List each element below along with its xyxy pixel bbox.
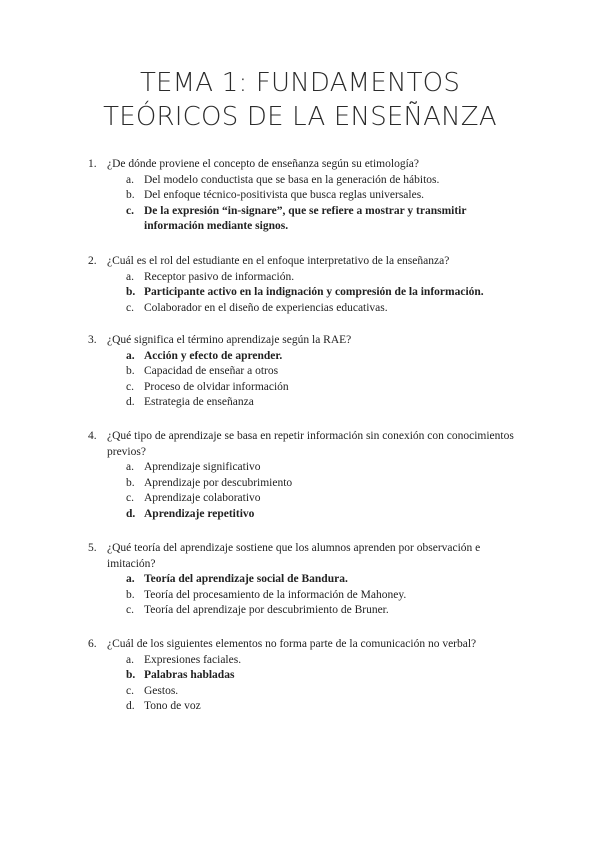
option-text: Aprendizaje colaborativo (144, 492, 261, 504)
option-a (88, 460, 518, 476)
option-letter: b. (126, 588, 135, 601)
option-letter: c. (126, 492, 134, 504)
option-text: Aprendizaje repetitivo (144, 507, 255, 520)
option-letter: c. (126, 380, 134, 393)
option-text: De la expresión “in-signare”, que se refiere a mostrar y transmitir información mediante signos. (144, 204, 467, 232)
option-text: Expresiones faciales. (144, 653, 242, 666)
option-text: Teoría del aprendizaje por descubrimiento de Bruner. (144, 604, 389, 616)
option-text: Capacidad de enseñar a otros (144, 365, 279, 377)
option-b-correct (88, 668, 518, 684)
option-letter: c. (126, 684, 134, 697)
options-list (88, 572, 518, 619)
option-letter: b. (126, 286, 136, 298)
option-b (88, 188, 518, 204)
option-text: Del modelo conductista que se basa en la generación de hábitos. (144, 173, 440, 186)
options-list (88, 460, 518, 522)
question-number: 2. (88, 255, 97, 267)
option-d (88, 395, 518, 411)
option-c-correct (88, 204, 518, 235)
option-c (88, 491, 518, 507)
option-letter: d. (126, 700, 135, 712)
question-text: ¿Cuál es el rol del estudiante en el enfoque interpretativo de la enseñanza? (107, 255, 450, 267)
option-letter: a. (126, 653, 134, 666)
option-a (88, 270, 518, 286)
option-c (88, 380, 518, 396)
option-text: Tono de voz (144, 700, 201, 712)
option-letter: b. (126, 669, 136, 681)
question-number: 5. (88, 542, 97, 554)
question-text: ¿Qué significa el término aprendizaje según la RAE? (107, 334, 352, 346)
option-letter: a. (126, 349, 135, 362)
question-2 (88, 254, 518, 316)
option-c (88, 603, 518, 619)
options-list (88, 349, 518, 411)
option-c (88, 301, 518, 317)
option-text: Acción y efecto de aprender. (144, 349, 283, 362)
option-text: Participante activo en la indignación y compresión de la información. (144, 286, 484, 298)
question-text: ¿Qué teoría del aprendizaje sostiene que los alumnos aprenden por observación e imitación? (107, 542, 481, 570)
page-title (0, 66, 600, 134)
option-letter: a. (126, 270, 134, 283)
question-text: ¿Cuál de los siguientes elementos no forma parte de la comunicación no verbal? (107, 638, 477, 650)
question-number: 1. (88, 158, 97, 170)
option-text: Proceso de olvidar información (144, 380, 289, 393)
option-b (88, 364, 518, 380)
option-text: Colaborador en el diseño de experiencias educativas. (144, 301, 388, 314)
question-3 (88, 333, 518, 411)
option-b-correct (88, 285, 518, 301)
option-letter: d. (126, 396, 135, 408)
question-number: 4. (88, 430, 97, 442)
option-letter: c. (126, 604, 134, 616)
option-a-correct (88, 349, 518, 365)
option-letter: b. (126, 189, 135, 201)
option-text: Receptor pasivo de información. (144, 270, 295, 283)
option-letter: a. (126, 173, 134, 186)
options-list (88, 270, 518, 317)
option-letter: c. (126, 301, 134, 314)
option-text: Gestos. (144, 684, 179, 697)
option-c (88, 684, 518, 700)
option-text: Aprendizaje significativo (144, 461, 261, 473)
option-d (88, 699, 518, 715)
question-5 (88, 541, 518, 619)
options-list (88, 173, 518, 235)
option-letter: d. (126, 507, 136, 520)
question-text: ¿De dónde proviene el concepto de enseñanza según su etimología? (107, 158, 419, 170)
option-letter: c. (126, 204, 134, 217)
option-a (88, 173, 518, 189)
option-text: Palabras habladas (144, 669, 235, 681)
title-line-1: TEMA 1: FUNDAMENTOS (139, 68, 461, 98)
option-text: Teoría del aprendizaje social de Bandura. (144, 573, 348, 585)
title-line-2: TEÓRICOS DE LA ENSEÑANZA (103, 102, 497, 132)
question-1 (88, 157, 518, 235)
option-b (88, 476, 518, 492)
option-text: Aprendizaje por descubrimiento (144, 476, 293, 489)
option-b (88, 588, 518, 604)
option-letter: a. (126, 573, 135, 585)
option-text: Estrategia de enseñanza (144, 396, 254, 408)
option-letter: b. (126, 476, 135, 489)
option-letter: b. (126, 365, 135, 377)
option-letter: a. (126, 461, 134, 473)
options-list (88, 653, 518, 715)
question-number: 3. (88, 334, 97, 346)
question-4 (88, 429, 518, 522)
option-a-correct (88, 572, 518, 588)
option-d-correct (88, 507, 518, 523)
question-number: 6. (88, 638, 97, 650)
option-text: Del enfoque técnico-positivista que busca reglas universales. (144, 189, 425, 201)
option-a (88, 653, 518, 669)
option-text: Teoría del procesamiento de la información de Mahoney. (144, 588, 407, 601)
question-text: ¿Qué tipo de aprendizaje se basa en repetir información sin conexión con conocimientos previos? (107, 430, 514, 458)
question-6 (88, 637, 518, 715)
